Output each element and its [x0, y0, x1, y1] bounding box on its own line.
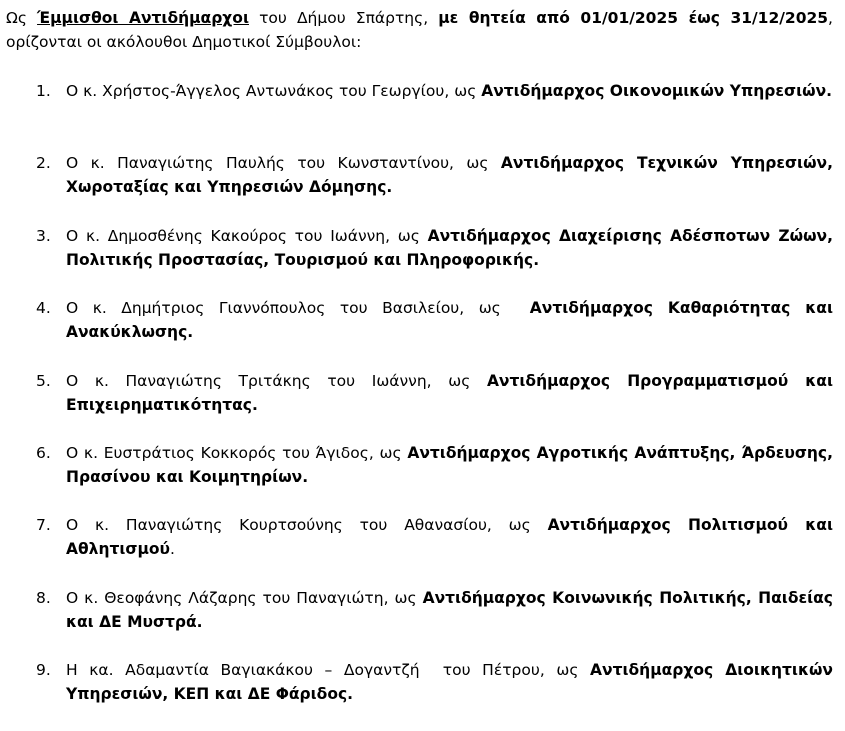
item-text: Ο κ. Δημοσθένης Κακούρος του Ιωάννη, ως	[66, 226, 428, 245]
item-text: Ο κ. Παναγιώτης Κουρτσούνης του Αθανασίου, ως	[66, 516, 548, 535]
item-text: Ο κ. Χρήστος-Άγγελος Αντωνάκος του Γεωργίου, ως	[66, 82, 482, 100]
list-item	[6, 658, 833, 730]
intro-text-1: Ως	[6, 9, 38, 27]
item-number: 1.	[36, 82, 51, 100]
item-text: Ο κ. Ευστράτιος Κοκκορός του Άγιδος, ως	[66, 443, 408, 462]
intro-text-2: του Δήμου Σπάρτης,	[248, 9, 439, 27]
list-item	[6, 441, 833, 513]
intro-term: με θητεία από 01/01/2025 έως 31/12/2025	[438, 9, 829, 27]
list-item	[6, 369, 833, 441]
item-number: 3.	[36, 226, 51, 245]
item-tail: .	[170, 540, 175, 559]
item-number: 4.	[36, 299, 51, 318]
item-number: 2.	[36, 154, 51, 173]
item-number: 7.	[36, 516, 51, 535]
item-text: Ο κ. Παναγιώτης Παυλής του Κωνσταντίνου, ως	[66, 154, 501, 173]
intro-text-3: , ορίζονται οι ακόλουθοι Δημοτικοί Σύμβουλοι:	[6, 9, 833, 51]
item-number: 6.	[36, 443, 51, 462]
deputy-mayors-list	[6, 79, 833, 731]
item-role: Αντιδήμαρχος Διαχείρισης Αδέσποτων Ζώων, Πολιτικής Προστασίας, Τουρισμού και Πληροφορικής.	[66, 226, 833, 269]
item-role: Αντιδήμαρχος Τεχνικών Υπηρεσιών, Χωροταξίας και Υπηρεσιών Δόμησης.	[66, 154, 833, 197]
document	[6, 6, 834, 704]
intro-title: Έμμισθοι Αντιδήμαρχοι	[37, 9, 249, 27]
item-role: Αντιδήμαρχος Προγραμματισμού και Επιχειρηματικότητας.	[66, 371, 833, 414]
item-number: 9.	[36, 661, 51, 680]
item-role: Αντιδήμαρχος Αγροτικής Ανάπτυξης, Άρδευσης, Πρασίνου και Κοιμητηρίων.	[66, 443, 834, 486]
item-role: Αντιδήμαρχος Κοινωνικής Πολιτικής, Παιδείας και ΔΕ Μυστρά.	[66, 588, 833, 631]
item-role: Αντιδήμαρχος Διοικητικών Υπηρεσιών, ΚΕΠ και ΔΕ Φάριδος.	[66, 661, 833, 704]
list-item	[6, 224, 833, 296]
item-text: Ο κ. Παναγιώτης Τριτάκης του Ιωάννη, ως	[66, 371, 487, 390]
item-role: Αντιδήμαρχος Πολιτισμού και Αθλητισμού	[66, 516, 833, 559]
list-item	[6, 151, 833, 223]
item-role: Αντιδήμαρχος Οικονομικών Υπηρεσιών.	[481, 82, 833, 100]
item-role: Αντιδήμαρχος Καθαριότητας και Ανακύκλωσης.	[66, 299, 833, 342]
intro-paragraph	[6, 6, 833, 54]
item-text: Ο κ. Θεοφάνης Λάζαρης του Παναγιώτη, ως	[66, 588, 423, 607]
item-number: 8.	[36, 588, 51, 607]
list-item	[6, 513, 833, 585]
item-text: Η κα. Αδαμαντία Βαγιακάκου – Δογαντζή του Πέτρου, ως	[66, 661, 591, 680]
list-item	[6, 296, 833, 368]
item-number: 5.	[36, 371, 51, 390]
item-text: Ο κ. Δημήτριος Γιαννόπουλος του Βασιλείου, ως	[66, 299, 530, 318]
list-item	[6, 79, 833, 151]
list-item	[6, 586, 833, 658]
